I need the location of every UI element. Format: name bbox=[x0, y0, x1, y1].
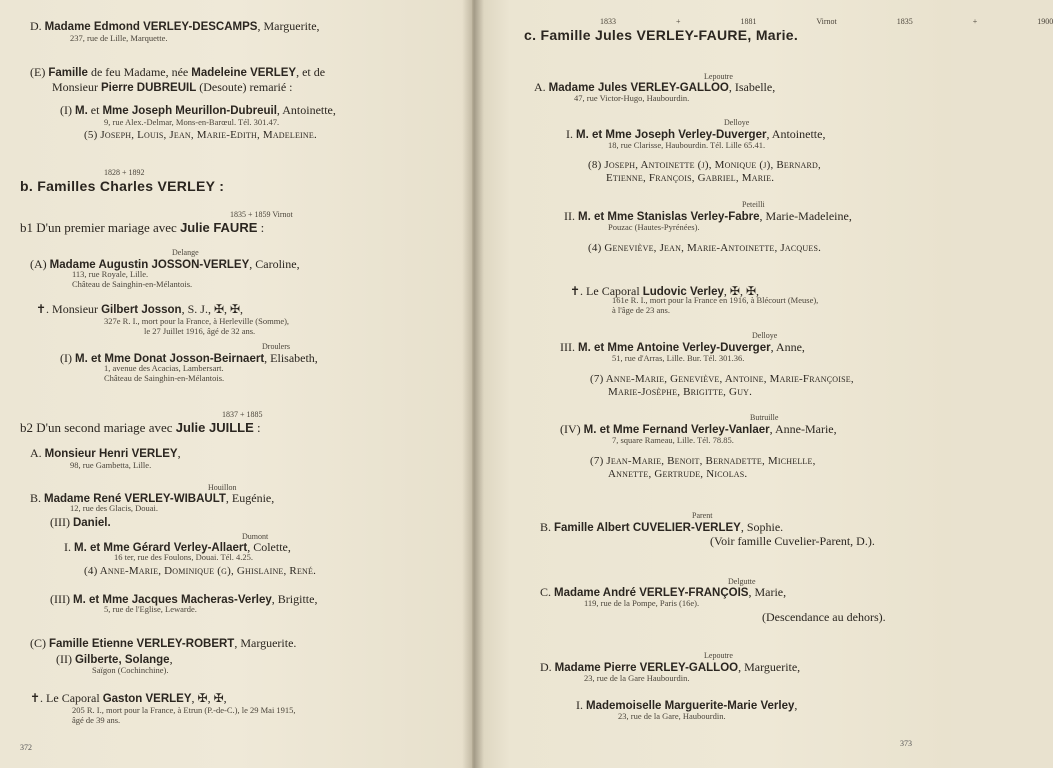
address-line: 1, avenue des Acacias, Lambersart. bbox=[104, 363, 224, 373]
address-line: âgé de 39 ans. bbox=[72, 715, 121, 725]
entry-line: (A) Madame Augustin JOSSON-VERLEY, Caroline, bbox=[30, 257, 300, 271]
dates-annotation: 1833 + 1881 Virnot 1835 + 1900 bbox=[600, 17, 1053, 26]
address-line: 5, rue de l'Eglise, Lewarde. bbox=[104, 604, 197, 614]
children-line: (7) Anne-Marie, Geneviève, Antoine, Marie-Françoise, bbox=[590, 373, 854, 385]
maiden-name-annotation: Lepoutre bbox=[704, 651, 733, 660]
maiden-name-annotation: Delloye bbox=[724, 118, 750, 127]
subsection-heading-b2: b2 D'un second mariage avec Julie JUILLE : bbox=[20, 420, 261, 435]
entry-line: Monsieur Pierre DUBREUIL (Desoute) remarié : bbox=[52, 80, 293, 94]
maiden-name-annotation: Dumont bbox=[242, 532, 269, 541]
dates-annotation: 1837 + 1885 bbox=[222, 410, 263, 419]
entry-line: (III) Daniel. bbox=[50, 515, 111, 529]
entry-line: I. Mademoiselle Marguerite-Marie Verley, bbox=[576, 698, 798, 712]
maiden-name-annotation: Peteilli bbox=[742, 200, 765, 209]
entry-line: I. M. et Mme Gérard Verley-Allaert, Colette, bbox=[64, 540, 291, 554]
address-line: 205 R. I., mort pour la France, à Etrun (P.-de-C.), le 29 Mai 1915, bbox=[72, 705, 296, 715]
entry-line: ✝. Le Caporal Gaston VERLEY, ✠, ✠, bbox=[30, 691, 227, 705]
dates-annotation: 1835 + 1859 Virnot bbox=[230, 210, 293, 219]
subsection-heading-b1: b1 D'un premier mariage avec Julie FAURE : bbox=[20, 220, 265, 235]
descent-note: (Descendance au dehors). bbox=[762, 610, 886, 624]
entry-line: I. M. et Mme Joseph Verley-Duverger, Antoinette, bbox=[566, 127, 826, 141]
entry-line: (IV) M. et Mme Fernand Verley-Vanlaer, Anne-Marie, bbox=[560, 422, 837, 436]
address-line: 47, rue Victor-Hugo, Haubourdin. bbox=[574, 93, 690, 103]
address-line: 9, rue Alex.-Delmar, Mons-en-Barœul. Tél. 301.47. bbox=[104, 117, 280, 127]
entry-line: D. Madame Edmond VERLEY-DESCAMPS, Marguerite, bbox=[30, 19, 320, 33]
page-number: 372 bbox=[20, 743, 32, 752]
section-heading-b: b. Familles Charles VERLEY : bbox=[20, 178, 225, 194]
entry-line: ✝. Le Caporal Ludovic Verley, ✠, ✠, bbox=[570, 284, 759, 298]
right-page bbox=[472, 0, 1053, 768]
entry-line: (II) Gilberte, Solange, bbox=[56, 652, 173, 666]
maiden-name-annotation: Delloye bbox=[752, 331, 778, 340]
address-line: 12, rue des Glacis, Douai. bbox=[70, 503, 159, 513]
children-line: (7) Jean-Marie, Benoit, Bernadette, Michelle, bbox=[590, 455, 816, 467]
entry-line: A. Monsieur Henri VERLEY, bbox=[30, 446, 181, 460]
dates-annotation: 1828 + 1892 bbox=[104, 168, 145, 177]
maiden-name-annotation: Delange bbox=[172, 248, 199, 257]
address-line: 119, rue de la Pompe, Paris (16e). bbox=[584, 598, 700, 608]
entry-line: B. Famille Albert CUVELIER-VERLEY, Sophie. bbox=[540, 520, 784, 534]
address-line: 237, rue de Lille, Marquette. bbox=[70, 33, 168, 43]
entry-line: (C) Famille Etienne VERLEY-ROBERT, Marguerite. bbox=[30, 636, 297, 650]
entry-line: ✝. Monsieur Gilbert Josson, S. J., ✠, ✠, bbox=[36, 302, 244, 316]
maiden-name-annotation: Butruille bbox=[750, 413, 779, 422]
section-heading-c: c. Famille Jules VERLEY-FAURE, Marie. bbox=[524, 27, 799, 43]
address-line: 98, rue Gambetta, Lille. bbox=[70, 460, 152, 470]
children-line: Marie-Josèphe, Brigitte, Guy. bbox=[608, 386, 753, 398]
address-line: Château de Sainghin-en-Mélantois. bbox=[72, 279, 193, 289]
address-line: Pouzac (Hautes-Pyrénées). bbox=[608, 222, 700, 232]
children-line: (8) Joseph, Antoinette (j), Monique (j), Bernard, bbox=[588, 159, 821, 171]
children-line: Annette, Gertrude, Nicolas. bbox=[608, 468, 748, 480]
entry-line: II. M. et Mme Stanislas Verley-Fabre, Marie-Madeleine, bbox=[564, 209, 852, 223]
maiden-name-annotation: Parent bbox=[692, 511, 713, 520]
entry-line: (I) M. et Mme Donat Josson-Beirnaert, Elisabeth, bbox=[60, 351, 318, 365]
address-line: 7, square Rameau, Lille. Tél. 78.85. bbox=[612, 435, 734, 445]
entry-line: A. Madame Jules VERLEY-GALLOO, Isabelle, bbox=[534, 80, 776, 94]
address-line: Château de Sainghin-en-Mélantois. bbox=[104, 373, 225, 383]
address-line: à l'âge de 23 ans. bbox=[612, 305, 670, 315]
children-line: (4) Anne-Marie, Dominique (g), Ghislaine, René. bbox=[84, 565, 317, 577]
address-line: 18, rue Clarisse, Haubourdin. Tél. Lille 65.41. bbox=[608, 140, 766, 150]
book-gutter bbox=[462, 0, 484, 768]
entry-line: (I) M. et Mme Joseph Meurillon-Dubreuil, Antoinette, bbox=[60, 103, 336, 117]
entry-line: III. M. et Mme Antoine Verley-Duverger, Anne, bbox=[560, 340, 805, 354]
page-number: 373 bbox=[900, 739, 912, 748]
address-line: 51, rue d'Arras, Lille. Bur. Tél. 301.36. bbox=[612, 353, 745, 363]
entry-line: (III) M. et Mme Jacques Macheras-Verley, Brigitte, bbox=[50, 592, 318, 606]
address-line: Saïgon (Cochinchine). bbox=[92, 665, 169, 675]
see-also-note: (Voir famille Cuvelier-Parent, D.). bbox=[710, 534, 875, 548]
address-line: le 27 Juillet 1916, âgé de 32 ans. bbox=[144, 326, 256, 336]
left-page bbox=[0, 0, 472, 768]
maiden-name-annotation: Delgutte bbox=[728, 577, 756, 586]
address-line: 327e R. I., mort pour la France, à Herleville (Somme), bbox=[104, 316, 290, 326]
entry-line: D. Madame Pierre VERLEY-GALLOO, Marguerite, bbox=[540, 660, 801, 674]
children-line: (4) Geneviève, Jean, Marie-Antoinette, Jacques. bbox=[588, 242, 822, 254]
address-line: 113, rue Royale, Lille. bbox=[72, 269, 149, 279]
entry-line: (E) Famille de feu Madame, née Madeleine VERLEY, et de bbox=[30, 65, 326, 79]
children-line: Etienne, François, Gabriel, Marie. bbox=[606, 172, 775, 184]
maiden-name-annotation: Droulers bbox=[262, 342, 290, 351]
address-line: 16 ter, rue des Foulons, Douai. Tél. 4.25. bbox=[114, 552, 254, 562]
maiden-name-annotation: Lepoutre bbox=[704, 72, 733, 81]
address-line: 161e R. I., mort pour la France en 1916, à Blécourt (Meuse), bbox=[612, 295, 819, 305]
entry-line: C. Madame André VERLEY-FRANÇOIS, Marie, bbox=[540, 585, 787, 599]
address-line: 23, rue de la Gare, Haubourdin. bbox=[618, 711, 726, 721]
children-line: (5) Joseph, Louis, Jean, Marie-Edith, Madeleine. bbox=[84, 129, 317, 141]
maiden-name-annotation: Houillon bbox=[208, 483, 237, 492]
address-line: 23, rue de la Gare Haubourdin. bbox=[584, 673, 690, 683]
entry-line: B. Madame René VERLEY-WIBAULT, Eugénie, bbox=[30, 491, 275, 505]
